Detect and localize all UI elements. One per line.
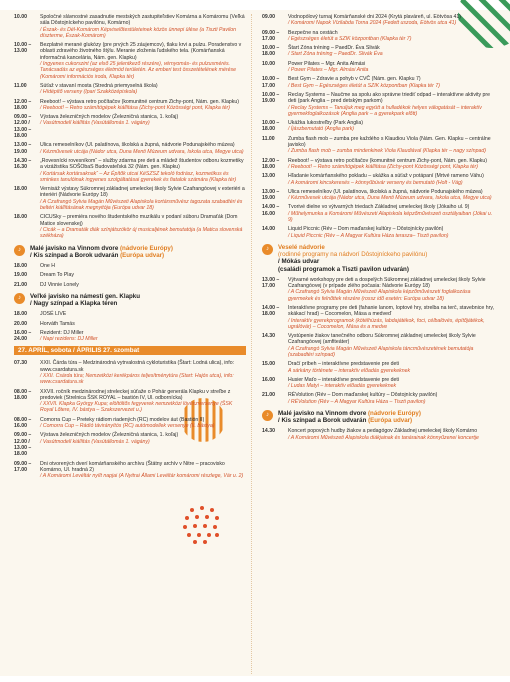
program-item <box>262 189 494 202</box>
program-item <box>262 333 494 358</box>
program-description <box>288 277 494 302</box>
program-time: 10.00 <box>262 60 275 67</box>
program-item <box>262 305 494 330</box>
program-description <box>40 14 246 39</box>
program-time: 09.00 – 12.00 / 13.00 – 18.00 <box>14 114 32 140</box>
program-description <box>288 136 494 155</box>
program-item <box>262 361 494 374</box>
program-item <box>262 61 494 74</box>
program-description <box>40 272 246 278</box>
program-description <box>288 392 494 405</box>
program-item <box>262 277 494 302</box>
program-description <box>288 76 494 89</box>
program-description <box>40 417 246 430</box>
section-heading-courtyard <box>262 244 494 273</box>
program-title-hu: / Kortársak kortársaknak“ – Az Építők utcai KéSZSZ tekoló fodrász, kozmetikus és sminkes tanulóinak ingyenes szolgáltatásai gyerekek és fiatalok számára (Klapka tér) <box>40 170 237 183</box>
program-title-sk: Výtvarné workshopy pre deti a dospelých Súkromnej základnej umeleckej školy Sylvie Czafrangóovej (v prípade zlého počasia: Nádvorie Európy 18) <box>288 276 486 290</box>
torn-paper-bottom <box>0 676 510 682</box>
program-description <box>40 99 246 112</box>
program-description <box>40 360 246 385</box>
program-time: 16.00 – 24.00 <box>14 329 32 343</box>
program-title-hu: / A Czafrangó Sylvia Magán Művészeti Alapiskola képzőművészeti foglalkozása gyermekek és felnőttek részére (rossz idő esetén: Európa udvar 18) <box>288 289 471 302</box>
program-title-hu: / A Czafrangó Sylvia Magán Művészeti Alapiskola táncművészetének bemutatója (szabadtéri színpad) <box>288 345 474 358</box>
program-time: 08.00 – 18.00 <box>14 388 32 401</box>
section-title-sk-note: (nádvorie Európy) <box>366 410 421 418</box>
program-item <box>262 45 494 58</box>
left-block-3 <box>14 311 246 342</box>
program-title-sk: Husier Maťo – interaktívne predstavenie pre deti <box>288 376 399 383</box>
program-item <box>262 158 494 171</box>
program-title-hu: / Íjászbemutató (Anglia park) <box>288 126 355 133</box>
program-title-hu: / Reclay Systems – Tanuljuk meg együtt a hulladékok helyes válogatását – interaktív gyermekfoglalkozások (Anglia park – a gyerekpark előtt) <box>288 104 482 117</box>
program-title-hu: / Power Pilates – Mgr. Almási Anita <box>288 67 369 74</box>
program-description <box>40 158 246 183</box>
program-item <box>262 30 494 43</box>
program-time: 20.00 <box>14 320 27 327</box>
program-item <box>262 173 494 186</box>
program-item <box>14 186 246 211</box>
program-time: 10.00 – 19.00 <box>262 91 280 105</box>
program-item <box>14 142 246 155</box>
program-item <box>14 432 246 457</box>
program-description <box>40 321 246 327</box>
program-title-sk: Best Gym – Zdravie a pohyb v CVČ (Nám. gen. Klapku 7) <box>288 76 421 83</box>
program-title-sk: Ulica remeselníkov (Ul. palatínova, školská a župná, nádvorie Podunajského múzea) <box>40 142 235 149</box>
program-title-hu: / Zumba flash mob – zumba mindenkinek Viola Klaudiával (Klapka tér – nagy színpad) <box>288 148 487 155</box>
right-column <box>262 14 494 444</box>
program-title-hu: / Egészséges életút a SZIK központban (Klapka tér 7) <box>288 35 412 42</box>
program-item <box>262 392 494 405</box>
program-title-sk: „Rovesnícki rovesníkom“ – služby zdarma pre deti a mládež študentov odboru kozmetiky a vizážistika SOŠObaS Budovateľská 32 (Nám. gen. Klapku) <box>40 157 244 171</box>
program-description <box>40 461 246 480</box>
program-time: 19.00 <box>14 272 27 279</box>
program-item <box>262 428 494 441</box>
program-time: 18.00 <box>14 214 27 221</box>
dotted-circle-decoration-red <box>178 500 226 548</box>
program-time: 09.00 – 17.00 <box>262 29 280 42</box>
program-description <box>288 333 494 358</box>
program-item <box>262 226 494 239</box>
program-title-hu: / Liquid Piccnic (Rév – A Magyar Kultúra Háza terasza– Tiszti pavilon) <box>288 232 449 239</box>
program-description <box>40 83 246 96</box>
program-item <box>14 389 246 414</box>
program-title-hu: / Reeboot! – Retro számítógépek kiállítása (Zichy-pont Közösségi pont, Klapka tér) <box>40 104 231 111</box>
program-item <box>14 42 246 80</box>
program-title-sk: Rezident: DJ Miller <box>40 329 84 336</box>
program-time: 09.00 <box>262 14 275 20</box>
program-time: 08.00 – 16.00 <box>14 416 32 430</box>
program-item <box>14 99 246 112</box>
program-item <box>14 14 246 39</box>
program-time: 09.00 – 12.00 / 13.00 – 18.00 <box>14 432 32 458</box>
program-time: 12.00 – 18.00 <box>14 98 32 111</box>
section-heading-small-stage <box>14 245 246 259</box>
right-block-3 <box>262 428 494 441</box>
section-title-sk: Veľké javisko na námestí gen. Klapku <box>30 292 141 300</box>
program-item <box>262 136 494 155</box>
program-item <box>262 92 494 117</box>
day-heading: 27. APRÍL, sobota / ÁPRILIS 27. szombat <box>14 346 246 355</box>
program-time: 10.00 – 13.00 <box>14 42 32 55</box>
program-title-sk: Dni otvorených dverí komárňanského archívu (Štátny archív v Nitre – pracovisko Komárno, Ul. hradná 2) <box>40 460 225 473</box>
program-time: 21.00 <box>262 392 275 399</box>
program-title-sk: Reeboot! – výstava retro počítačov (komunitné centrum Zichy-pont, Nám. gen. Klapku) <box>288 157 487 164</box>
program-item <box>14 330 246 343</box>
program-title-sk: Štart Zóna tréning – PaedDr. Éva Slivák <box>288 45 380 52</box>
program-title-sk: Výstava železničných modelov (Železničná stanica, 1. koľaj) <box>40 114 179 121</box>
program-title-sk: Dream To Play <box>40 272 74 279</box>
program-item <box>14 321 246 327</box>
program-title-sk: Koncert popových hudby žiakov a pedagógov Základnej umeleckej školy Komárno <box>288 428 478 435</box>
program-time: 18.00 <box>14 262 27 269</box>
program-description <box>288 45 494 58</box>
program-title-sk: Liquid Piccnic (Rév – Dom maďarskej kultúry – Dôstojnícky pavilón) <box>288 226 444 233</box>
program-title-hu: / Vasútmodell kiállítás (Vasútállomás 1. vágány) <box>40 438 150 445</box>
program-description <box>288 158 494 171</box>
program-item <box>14 360 246 385</box>
column-separator <box>251 14 252 674</box>
program-title-sk: Bezpečne na cestách <box>288 29 338 36</box>
program-description <box>288 30 494 43</box>
program-title-hu: / Komáromi Napok Vízilabda Torna 2024 (Fedett uszoda, Eötvös utca 41) <box>288 20 457 27</box>
program-title-sk: Tvorivé dielne vo výtvarných triedach Základnej umeleckej školy (Jókaiho ul. 9) <box>288 204 470 211</box>
program-description <box>288 173 494 186</box>
section-subtitle-sk: (rodinné programy na nádvorí Dôstojníckeho pavilónu) <box>278 251 428 259</box>
program-title-sk: XXII. Čárda túra – Medzinárodná vytrvalostná cykloturistika (Štart: Lodná ulica), info: www.csardatura.sk <box>40 360 235 373</box>
program-time: 14.30 <box>262 333 275 340</box>
program-time: 12.00 – 18.00 <box>262 157 280 170</box>
program-time: 18.00 <box>14 311 27 318</box>
stage-icon: ♪ <box>262 244 273 255</box>
program-description <box>40 142 246 155</box>
right-block-2 <box>262 277 494 405</box>
program-description <box>288 377 494 390</box>
program-title-hu: / Cicák – a Dramaták diák színjátszókör új musicaljének bemutatója (a Matica slovenská székháza) <box>40 226 243 240</box>
program-title-hu: / A Czafrangó Sylvia Magán Művészeti Alapiskola kortársművész tagozata szabadtéri és beltéri kiállításának megnyitója (Európa udvar 18) <box>40 198 243 212</box>
section-title-hu: / Kis színpad a Borok udvarán <box>278 417 367 425</box>
program-title-sk: JOSÉ LIVE <box>40 311 67 318</box>
program-description <box>40 432 246 457</box>
program-title-sk: Vodnopólový turnaj Komárňanské dni 2024 (Krytá plaváreň, ul. Eötvösa 41) <box>288 14 462 20</box>
program-title-sk: Súťaž v stavaní mosta (Stredná priemyselná škola) <box>40 82 158 89</box>
program-title-sk: Dračí príbeh – interaktívne predstavenie pre deti <box>288 361 400 368</box>
program-title-hu: / Ludas Matyi – interaktív előadás gyerekeknek <box>288 383 397 390</box>
program-title-hu: / Vasútmodell kiállítás (Vasútállomás 1. vágány) <box>40 120 150 127</box>
left-column <box>14 14 246 482</box>
left-block-2 <box>14 263 246 288</box>
program-title-sk: Comorra Cup – Preteky rádiom riadených (RC) modelov áut (Bastión II) <box>40 416 205 423</box>
program-time: 13.00 – 19.00 <box>262 188 280 202</box>
left-block-1 <box>14 14 246 240</box>
program-time: 07.30 <box>14 360 27 367</box>
section-title-sk: Veselé nádvorie <box>278 243 325 251</box>
program-description <box>40 389 246 414</box>
program-title-hu: / Comorra Cup – Rádió távirányítós (RC) autómodellek versenye (II. bástya) <box>40 423 215 430</box>
stage-icon: ♪ <box>262 410 273 421</box>
program-description <box>288 92 494 117</box>
section-title-hu: / Kis színpad a Borok udvarán <box>30 251 119 259</box>
program-description <box>40 186 246 211</box>
program-time: 14.00 <box>262 226 275 233</box>
program-description <box>40 311 246 317</box>
program-title-hu: / Hídépítő verseny (Ipari Szakközépiskola) <box>40 89 138 96</box>
program-title-hu: / Észak- és Dél-Komárom Képviselőtestületeinek közös ünnepi ülése (a Tiszti Pavilon díszterme, Észak-Komárom) <box>40 26 237 39</box>
program-time: 14.00 – 16.00 <box>262 204 280 217</box>
program-item <box>14 158 246 183</box>
section-title-hu: / Nagy színpad a Klapka téren <box>30 300 118 307</box>
program-description <box>40 282 246 288</box>
program-title-sk: Bezplatné merané glukózy (pre prvých 25 záujemcov), tlaku krvi a pulzu. Poradenstvo v oblasti zdravého životného štýlu. Meranie zloženia ľudského tela. (Komárňanská informačná kancelária, Nám. gen. Klapku) <box>40 42 242 61</box>
section-title-hu: / Mókás udvar <box>278 258 320 266</box>
program-item <box>262 204 494 223</box>
program-title-sk: Horváth Tamás <box>40 320 75 327</box>
program-title-sk: Interaktívne programy pre deti (fahanie lanom, loptové hry, strelba na terč, stavebnice hry, skákací hrad) – Cocomelon, Mása a medveď <box>288 304 494 318</box>
program-title-hu: / Reeboot! – Retro számítógépek kiállítása (Zichy-pont Közösségi pont, Klapka tér) <box>288 163 479 170</box>
program-description <box>40 263 246 269</box>
program-time: 10.00 – 18.00 <box>262 45 280 58</box>
program-title-hu: / Műhelymunka a Komáromi Művészeti Alapiskola képzőművészeti osztályaiban (Jókai u. 9) <box>288 210 493 224</box>
program-title-sk: XXVII. ročník medzinárodnej streleckej súťaže o Pohár generála Klapku v streľbe z predoviek (Strelnica ŠSK ROYAL – bastión IV, Ul. odbornícka) <box>40 388 231 401</box>
program-time: 21.00 <box>14 281 27 288</box>
program-title-hu: / Best Gym – Egészséges életút a SZIK központban (Klapka tér 7) <box>288 82 440 89</box>
program-title-sk: Zumba flash mob – zumba pre každého s Klaudiou Viola (Nám. Gen. Klapku – centrálne javisko) <box>288 135 491 149</box>
program-description <box>40 42 246 80</box>
program-time: 14.00 – 18.00 <box>262 304 280 318</box>
section-title-sk-note: (nádvorie Európy) <box>118 244 173 252</box>
program-title-sk: Reeboot! – výstava retro počítačov (komunitné centrum Zichy-pont, Nám. gen. Klapku) <box>40 98 239 105</box>
program-item <box>14 83 246 96</box>
program-item <box>262 14 494 27</box>
program-title-hu: / XXVII. Klapka György Kupa; elöltöltős fegyverek nemzetközi lövészversenye (ŠSK Royal Lőtere, IV. bástya – Szakszervezet u.) <box>40 401 233 414</box>
right-block-1 <box>262 14 494 239</box>
program-description <box>288 428 494 441</box>
program-time: 14.30 – 16.30 <box>14 157 32 171</box>
program-title-sk: Ukážka lukostreľby (Park Anglia) <box>288 120 364 127</box>
left-block-4 <box>14 360 246 479</box>
program-title-sk: DJ Vinnie Lonely <box>40 281 79 288</box>
program-item <box>14 263 246 269</box>
program-title-hu: / Interaktív gyerekprogramok (kötélhúzás, labdajátékok, foci, célbalövés, építőjátékok, ugrálóvár) – Cocomelon, Mása és a medve <box>288 317 485 330</box>
section-heading-small-stage <box>262 410 494 424</box>
program-description <box>288 189 494 202</box>
program-description <box>40 330 246 343</box>
program-title-hu: / Kézművesek utcája (Nádor utca, Duna Menti Múzeum udvara, Iskola utca, Megye utca) <box>288 195 492 202</box>
program-item <box>262 377 494 390</box>
program-item <box>14 272 246 278</box>
program-description <box>288 61 494 74</box>
section-title-hu-note: (Európa udvar) <box>366 417 413 425</box>
program-time: 11.00 <box>14 82 27 89</box>
section-title-sk: Malé javisko na Vinnom dvore <box>278 410 367 418</box>
program-title-hu: / Kézművesek utcája (Nádor utca, Duna Menti Múzeum udvara, Iskola utca, Megye utca) <box>40 148 244 155</box>
program-item <box>14 417 246 430</box>
section-title-hu-note: (Európa udvar) <box>118 251 165 259</box>
program-time: 15.00 <box>262 361 275 368</box>
program-time: 11.00 <box>262 135 275 142</box>
torn-paper-top <box>0 0 510 10</box>
program-item <box>14 311 246 317</box>
program-title-sk: Vernisáž výstavy Súkromnej základnej umeleckej školy Sylvie Czafrangóovej v exteriéri a interiéri (Nádvorie Európy 18) <box>40 186 245 199</box>
program-title-hu: / A Komáromi Művészeti Alapiskola diákjainak és tanárainak könnyűzenei koncertje <box>288 434 479 441</box>
program-title-hu: / Start Zóna tréning – PaedDr. Slivák Éva <box>288 51 383 58</box>
program-item <box>14 461 246 480</box>
program-title-sk: Vystúpenie žiakov tanečného odboru Súkromnej základnej umeleckej školy Sylvie Czafrangóovej (amfiteáter) <box>288 333 476 346</box>
program-time: 16.00 <box>262 376 275 383</box>
program-description <box>288 305 494 330</box>
program-description <box>288 226 494 239</box>
program-item <box>14 114 246 139</box>
program-time: 13.00 <box>262 173 275 180</box>
program-item <box>14 214 246 239</box>
program-item <box>262 120 494 133</box>
program-title-hu: / XXII. Csárda túra; Nemzetközi kerékpáros teljesítménytúra (Start: Hajós utca), info: www.csardatura.sk <box>40 372 234 386</box>
section-title-sk: Malé javisko na Vinnom dvore <box>30 244 119 252</box>
program-title-hu: / Napi rezidens: DJ Miller <box>40 336 98 343</box>
program-time: 10.00 <box>14 14 27 20</box>
program-item <box>262 76 494 89</box>
program-title-sk: Power Pilates – Mgr. Anita Almási <box>288 60 366 67</box>
program-title-sk: Ulica remeselníkov (Ul. palatínova, školská a župná, nádvorie Podunajského múzea) <box>288 188 483 195</box>
program-title-hu: / RÉVolution (Rév – A Magyar Kultúra Háza – Tiszti pavilon) <box>288 398 426 405</box>
program-title-hu: / Ingyenes cukorszint (az első 25 jelentkező részére), vérnyomás- és pulzusmérés. Tanácsadás az egészséges életmód területén. Az emberi test összetételének mérése (Komáromi információs iroda, Klapka tér) <box>40 61 236 80</box>
program-title-hu: / A Komáromi Levéltár nyílt napjai (A Nyitrai Állami Levéltár komáromi részlege, Vár u. 2) <box>40 473 244 480</box>
section-subtitle-hu: (családi programok a Tiszti pavilon udvarán) <box>278 265 409 273</box>
stage-icon: ♪ <box>14 245 25 256</box>
program-title-sk: RÉVolution (Rév – Dom maďarskej kultúry – Dôstojnícky pavilón) <box>288 392 438 399</box>
program-description <box>288 120 494 133</box>
program-time: 10.00 – 17.00 <box>262 76 280 89</box>
program-description <box>40 214 246 239</box>
program-title-sk: CICUSky – premiéra nového študentského muzikálu v podaní súboru Dramaťák (Dom Matice slovenskej) <box>40 214 238 227</box>
program-time: 13.00 – 19.00 <box>14 142 32 155</box>
program-time: 09.00 – 17.00 <box>14 460 32 473</box>
program-title-sk: One H <box>40 262 55 269</box>
program-time: 13.00 – 17.00 <box>262 276 280 290</box>
program-item <box>14 282 246 288</box>
program-title-sk: Hľadanie komárňanského pokladu – ukážka a súťaž v potápaní (Mrtvé rameno Váhu) <box>288 173 484 180</box>
program-time: 10.00 – 18.00 <box>262 120 280 133</box>
program-title-sk: Výstava železničných modelov (Železničná stanica, 1. koľaj) <box>40 432 179 439</box>
section-heading-big-stage <box>14 293 246 307</box>
program-description <box>288 14 494 27</box>
program-description <box>288 361 494 374</box>
program-title-sk: Spoločné slávnostné zasadnutie mestských zastupiteľstiev Komárna a Komáromu (Veľká sála Dôstojníckeho pavilónu, Komárno) <box>40 14 245 27</box>
program-title-sk: Reclay Systems – Naučme sa spolu ako správne triediť odpad – interaktívne aktivity pre deti (park Anglia – pred detským parkom) <box>288 91 491 105</box>
program-time: 14.30 <box>262 428 275 435</box>
program-description <box>40 114 246 139</box>
program-title-hu: A sárkány története – interaktív előadás gyerekeknek <box>288 367 411 374</box>
program-description <box>288 204 494 223</box>
program-time: 18.00 <box>14 186 27 193</box>
program-title-hu: / A komáromi kincskeresés – könnyűbúvár verseny és bemutató (Holt - Vág) <box>288 179 463 186</box>
stage-icon: ♪ <box>14 293 25 304</box>
